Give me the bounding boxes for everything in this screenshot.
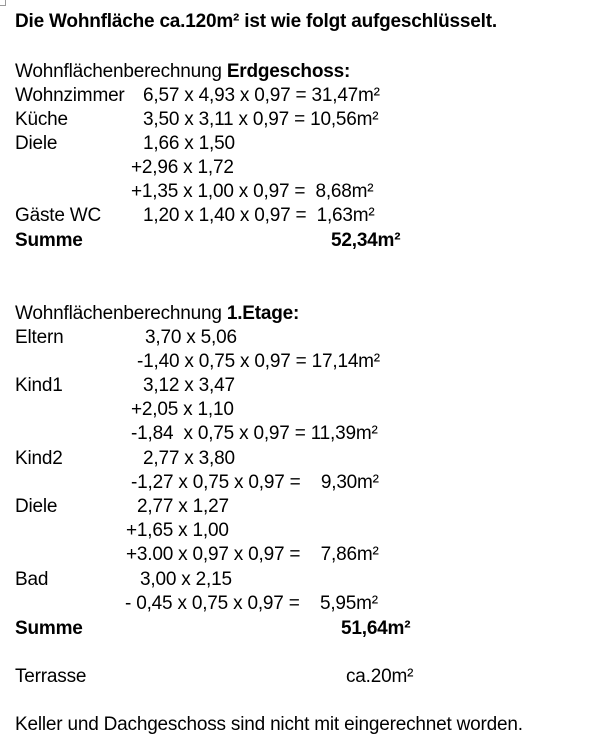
row-calc: -1,27 x 0,75 x 0,97 = 9,30m² xyxy=(131,472,379,493)
row-calc: +1,65 x 1,00 xyxy=(126,520,229,541)
heading-bold: Erdgeschoss: xyxy=(226,61,351,82)
document-title: Die Wohnfläche ca.120m² ist wie folgt aufgeschlüsselt. xyxy=(15,11,497,32)
row-label: Gäste WC xyxy=(15,205,102,226)
row-calc: 6,57 x 4,93 x 0,97 = 31,47m² xyxy=(143,85,380,106)
row-calc: +3.00 x 0,97 x 0,97 = 7,86m² xyxy=(126,544,379,565)
row-calc: 3,50 x 3,11 x 0,97 = 10,56m² xyxy=(143,109,379,130)
row-calc: 2,77 x 1,27 xyxy=(137,496,229,517)
row-label: Eltern xyxy=(15,327,64,348)
row-label: Diele xyxy=(15,496,58,517)
sum-label: Summe xyxy=(15,230,83,251)
row-label: Kind1 xyxy=(15,375,63,396)
row-calc: 2,77 x 3,80 xyxy=(143,448,235,469)
row-calc: 1,20 x 1,40 x 0,97 = 1,63m² xyxy=(143,205,375,226)
heading-prefix: Wohnflächenberechnung xyxy=(15,61,222,82)
row-label: Diele xyxy=(15,133,58,154)
section-heading-erdgeschoss xyxy=(15,60,350,84)
row-calc: 3,12 x 3,47 xyxy=(143,375,235,396)
row-calc: -1,40 x 0,75 x 0,97 = 17,14m² xyxy=(137,351,380,372)
row-calc: 3,70 x 5,06 xyxy=(145,327,237,348)
row-calc: - 0,45 x 0,75 x 0,97 = 5,95m² xyxy=(125,593,378,614)
sum-value: 51,64m² xyxy=(341,618,411,639)
row-calc: -1,84 x 0,75 x 0,97 = 11,39m² xyxy=(131,423,378,444)
row-calc: +2,96 x 1,72 xyxy=(131,157,234,178)
row-calc: 1,66 x 1,50 xyxy=(143,133,235,154)
row-label: Kind2 xyxy=(15,448,63,469)
footer-note: Keller und Dachgeschoss sind nicht mit eingerechnet worden. xyxy=(15,714,523,735)
heading-prefix: Wohnflächenberechnung xyxy=(15,303,222,324)
section-heading-etage1 xyxy=(15,302,299,326)
row-label: Wohnzimmer xyxy=(15,85,125,106)
row-label: Bad xyxy=(15,569,49,590)
row-calc: +1,35 x 1,00 x 0,97 = 8,68m² xyxy=(131,181,374,202)
terrasse-value: ca.20m² xyxy=(346,666,414,687)
sum-label: Summe xyxy=(15,618,83,639)
page-corner-mark xyxy=(0,0,6,6)
row-calc: 3,00 x 2,15 xyxy=(140,569,232,590)
terrasse-label: Terrasse xyxy=(15,666,87,687)
row-label: Küche xyxy=(15,109,68,130)
sum-value: 52,34m² xyxy=(331,230,401,251)
heading-bold: 1.Etage: xyxy=(226,303,300,324)
row-calc: +2,05 x 1,10 xyxy=(131,399,234,420)
